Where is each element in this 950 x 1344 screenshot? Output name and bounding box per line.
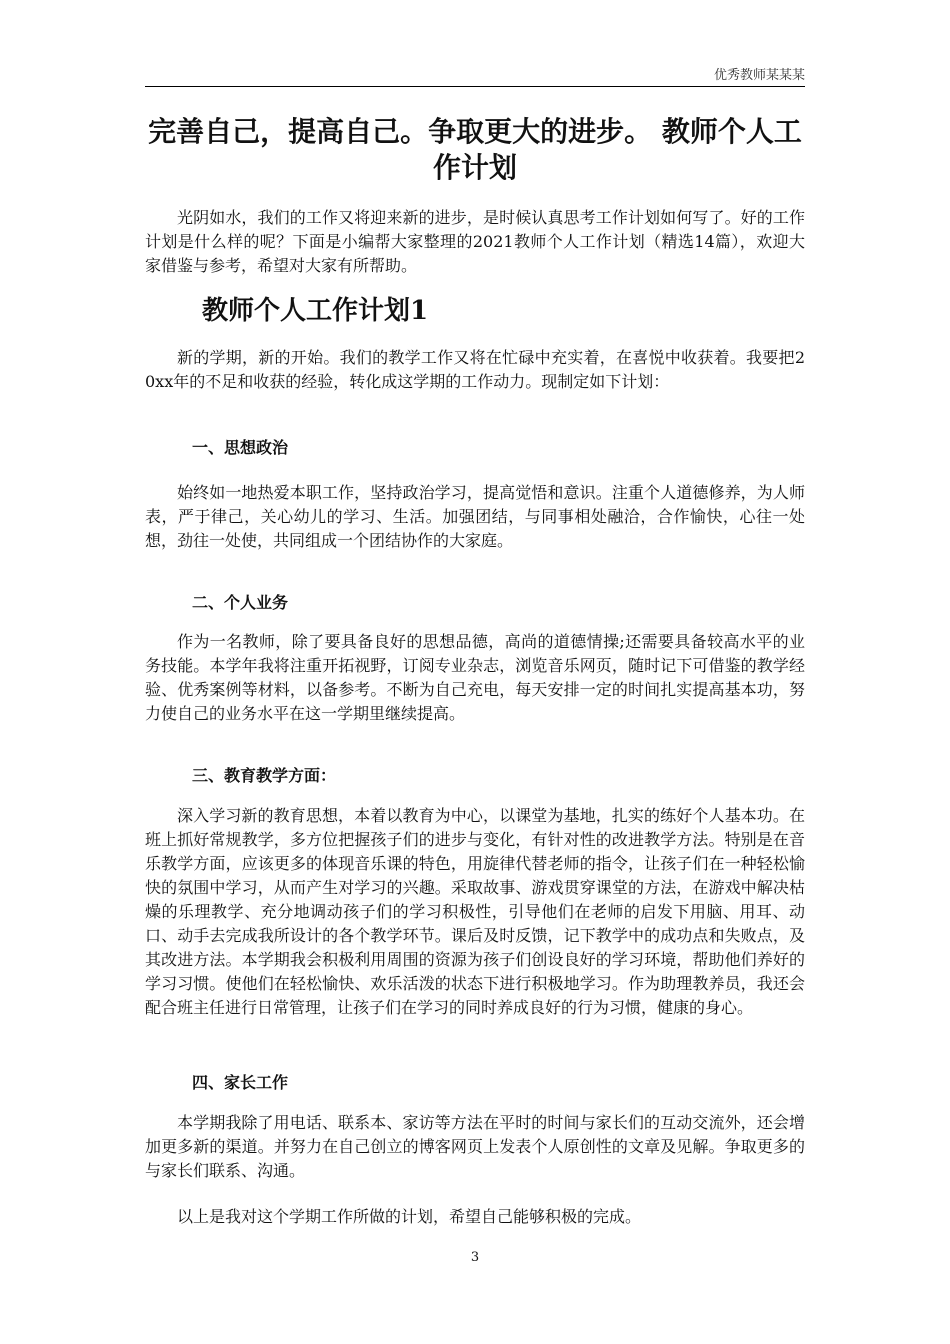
intro-paragraph: 光阴如水，我们的工作又将迎来新的进步，是时候认真思考工作计划如何写了。好的工作计划是什么样的呢？下面是小编帮大家整理的2021教师个人工作计划（精选14篇），欢迎大家借鉴与参考，希望对大家有所帮助。 (145, 208, 805, 275)
header-author: 优秀教师某某某 (713, 68, 805, 83)
subsection-heading-1: 一、思想政治 (192, 438, 289, 457)
subsection-heading-4: 四、家长工作 (192, 1073, 289, 1092)
subsection-body-2: 作为一名教师，除了要具备良好的思想品德，高尚的道德情操;还需要具备较高水平的业务技能。本学年我将注重开拓视野，订阅专业杂志，浏览音乐网页，随时记下可借鉴的教学经验、优秀案例等材料，以备参考。不断为自己充电，每天安排一定的时间扎实提高基本功，努力使自己的业务水平在这一学期里继续提高。 (145, 632, 805, 723)
section-intro-paragraph: 新的学期，新的开始。我们的教学工作又将在忙碌中充实着，在喜悦中收获着。我要把20xx年的不足和收获的经验，转化成这学期的工作动力。现制定如下计划： (145, 348, 805, 391)
document-title: 完善自己，提高自己。争取更大的进步。 教师个人工作计划 (148, 115, 802, 184)
subsection-body-3: 深入学习新的教育思想，本着以教育为中心，以课堂为基地，扎实的练好个人基本功。在班上抓好常规教学，多方位把握孩子们的进步与变化，有针对性的改进教学方法。特别是在音乐教学方面，应该更多的体现音乐课的特色，用旋律代替老师的指令，让孩子们在一种轻松愉快的氛围中学习，从而产生对学习的兴趣。采取故事、游戏贯穿课堂的方法，在游戏中解决枯燥的乐理教学、充分地调动孩子们的学习积极性，引导他们在老师的启发下用脑、用耳、动口、动手去完成我所设计的各个教学环节。课后及时反馈，记下教学中的成功点和失败点，及其改进方法。本学期我会积极利用周围的资源为孩子们创设良好的学习环境，帮助他们养好的学习习惯。使他们在轻松愉快、欢乐活泼的状态下进行积极地学习。作为助理教养员，我还会配合班主任进行日常管理，让孩子们在学习的同时养成良好的行为习惯，健康的身心。 (145, 806, 805, 1017)
section-title: 教师个人工作计划1 (202, 296, 429, 326)
subsection-heading-3: 三、教育教学方面： (192, 766, 337, 785)
subsection-body-1: 始终如一地热爱本职工作，坚持政治学习，提高觉悟和意识。注重个人道德修养，为人师表，严于律己，关心幼儿的学习、生活。加强团结，与同事相处融洽，合作愉快，心往一处想，劲往一处使，共同组成一个团结协作的大家庭。 (145, 483, 805, 550)
page-number: 3 (470, 1250, 480, 1265)
closing-paragraph: 以上是我对这个学期工作所做的计划，希望自己能够积极的完成。 (177, 1207, 642, 1226)
header-rule (145, 86, 805, 87)
subsection-heading-2: 二、个人业务 (192, 593, 289, 612)
subsection-body-4: 本学期我除了用电话、联系本、家访等方法在平时的时间与家长们的互动交流外，还会增加更多新的渠道。并努力在自己创立的博客网页上发表个人原创性的文章及见解。争取更多的与家长们联系、沟通。 (145, 1113, 805, 1180)
